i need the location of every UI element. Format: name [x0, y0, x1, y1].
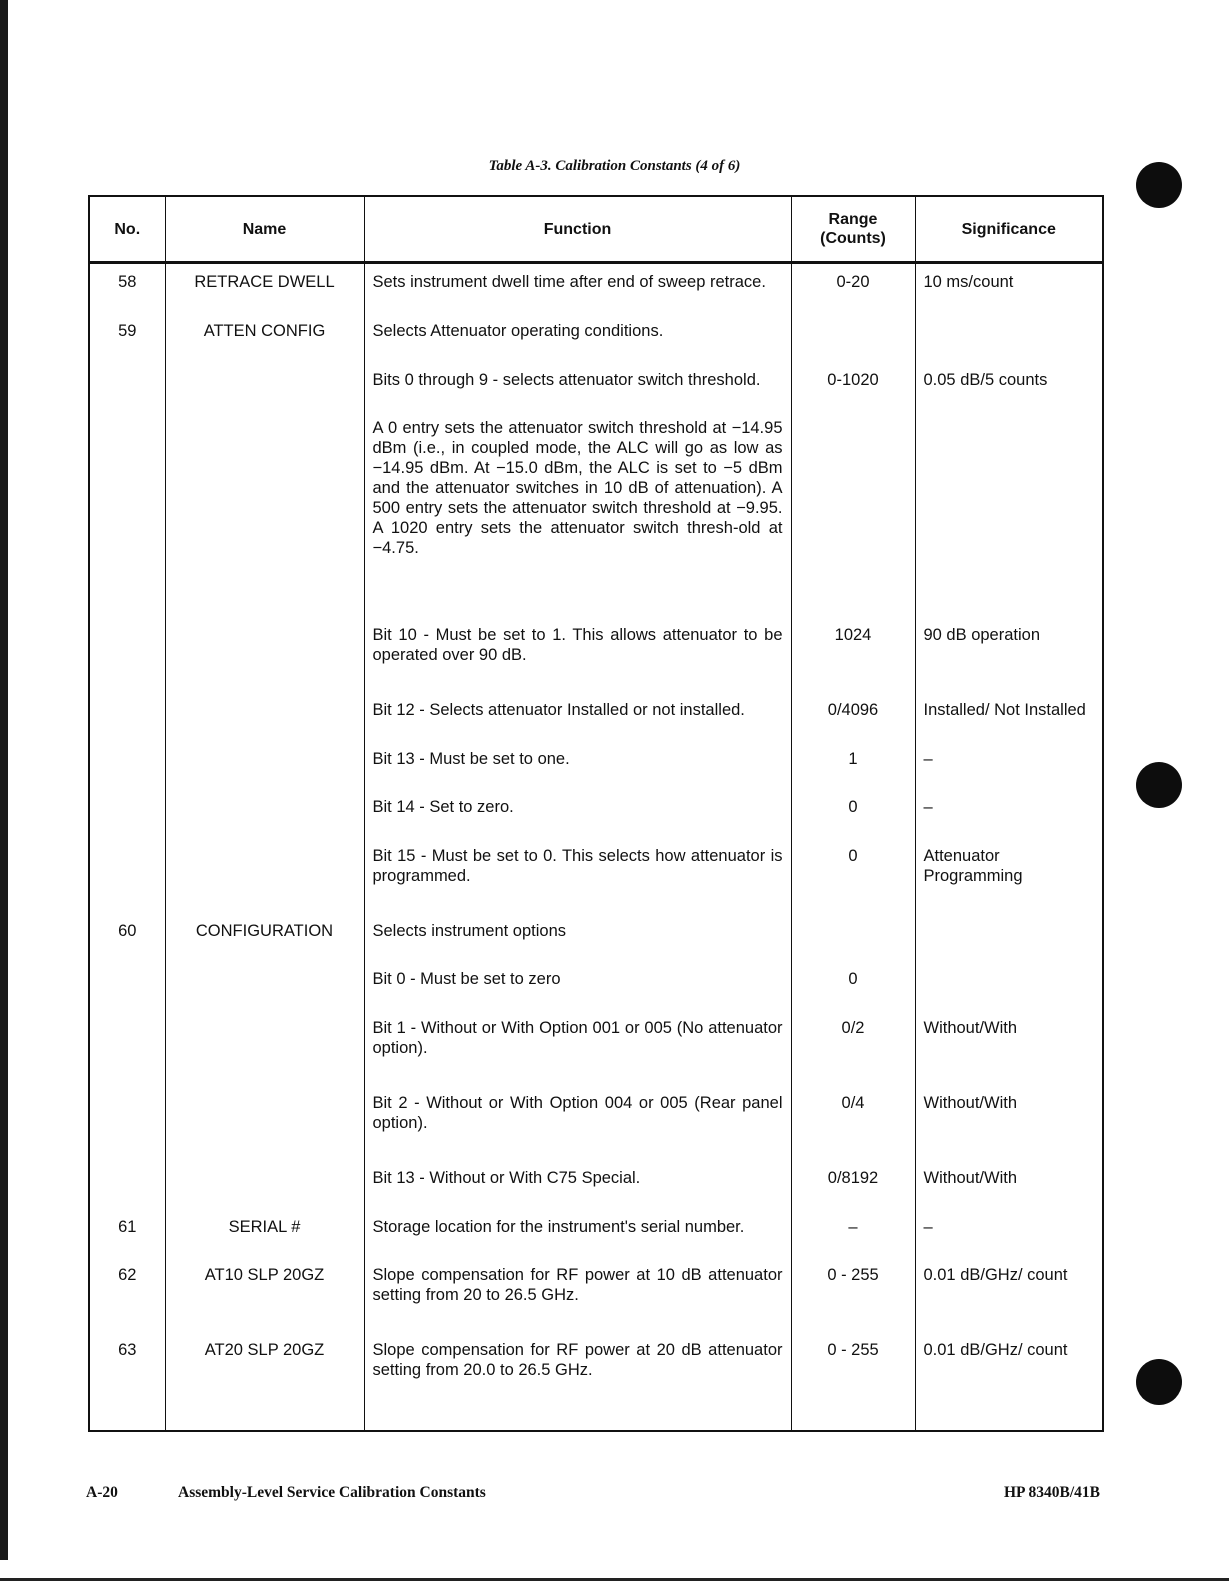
cell-no	[89, 961, 165, 1010]
cell-no	[89, 1085, 165, 1160]
header-significance: Significance	[915, 196, 1103, 263]
cell-function: Bit 14 - Set to zero.	[364, 789, 791, 838]
cell-significance	[915, 961, 1103, 1010]
cell-range: 0	[791, 789, 915, 838]
cell-significance	[915, 313, 1103, 362]
cell-name	[165, 692, 364, 741]
table-row	[89, 1010, 1103, 1085]
cell-no: 59	[89, 313, 165, 362]
filler-cell	[915, 1407, 1103, 1431]
cell-significance: –	[915, 741, 1103, 790]
cell-no	[89, 1010, 165, 1085]
cell-significance	[915, 410, 1103, 616]
cell-significance: 0.01 dB/GHz/ count	[915, 1332, 1103, 1407]
cell-significance: Installed/ Not Installed	[915, 692, 1103, 741]
cell-function: Bit 12 - Selects attenuator Installed or not installed.	[364, 692, 791, 741]
cell-range: 0/4	[791, 1085, 915, 1160]
header-range-line1: Range	[828, 211, 878, 228]
cell-significance: 10 ms/count	[915, 263, 1103, 314]
header-range-line2: (Counts)	[820, 230, 886, 247]
header-function: Function	[364, 196, 791, 263]
cell-function: A 0 entry sets the attenuator switch threshold at −14.95 dBm (i.e., in coupled mode, the ALC will go as low as −14.95 dBm. At −15.0 dBm, the ALC is set to −5 dBm and the attenuator switches in 10 dB of attenuation). A 500 entry sets the attenuator switch threshold at −9.95. A 1020 entry sets the attenuator switch thresh-old at −4.75.	[364, 410, 791, 616]
table-row	[89, 789, 1103, 838]
table-filler-row	[89, 1407, 1103, 1431]
cell-name: AT20 SLP 20GZ	[165, 1332, 364, 1407]
cell-range: 0	[791, 838, 915, 913]
cell-function: Bits 0 through 9 - selects attenuator switch threshold.	[364, 362, 791, 411]
cell-no: 62	[89, 1257, 165, 1332]
bottom-rule	[0, 1578, 1229, 1581]
filler-cell	[364, 1407, 791, 1431]
table-row	[89, 313, 1103, 362]
cell-function: Slope compensation for RF power at 10 dB attenuator setting from 20 to 26.5 GHz.	[364, 1257, 791, 1332]
cell-range	[791, 410, 915, 616]
table-caption: Table A-3. Calibration Constants (4 of 6)	[488, 158, 741, 174]
cell-name	[165, 789, 364, 838]
footer-page-number: A-20	[86, 1484, 118, 1501]
cell-no	[89, 362, 165, 411]
cell-name: AT10 SLP 20GZ	[165, 1257, 364, 1332]
cell-significance: Without/With	[915, 1160, 1103, 1209]
cell-function: Bit 0 - Must be set to zero	[364, 961, 791, 1010]
footer-section-title: Assembly-Level Service Calibration Constants	[178, 1484, 486, 1501]
cell-range: 0/2	[791, 1010, 915, 1085]
cell-significance: 0.05 dB/5 counts	[915, 362, 1103, 411]
table-row	[89, 913, 1103, 962]
cell-function: Selects instrument options	[364, 913, 791, 962]
table-row	[89, 263, 1103, 314]
cell-range: 0-1020	[791, 362, 915, 411]
filler-cell	[165, 1407, 364, 1431]
cell-range: 0/4096	[791, 692, 915, 741]
cell-range: 0-20	[791, 263, 915, 314]
cell-no	[89, 617, 165, 692]
cell-range: 1024	[791, 617, 915, 692]
cell-name	[165, 617, 364, 692]
table-row	[89, 1257, 1103, 1332]
cell-significance: Without/With	[915, 1085, 1103, 1160]
cell-function: Storage location for the instrument's serial number.	[364, 1209, 791, 1258]
table-row	[89, 410, 1103, 616]
table-row	[89, 1160, 1103, 1209]
header-name: Name	[165, 196, 364, 263]
table-row	[89, 617, 1103, 692]
cell-function: Slope compensation for RF power at 20 dB attenuator setting from 20.0 to 26.5 GHz.	[364, 1332, 791, 1407]
table-row	[89, 1332, 1103, 1407]
cell-name	[165, 1160, 364, 1209]
cell-name	[165, 362, 364, 411]
table-row	[89, 1209, 1103, 1258]
cell-name	[165, 741, 364, 790]
cell-function: Bit 2 - Without or With Option 004 or 005 (Rear panel option).	[364, 1085, 791, 1160]
cell-name	[165, 1085, 364, 1160]
header-no: No.	[89, 196, 165, 263]
cell-no	[89, 410, 165, 616]
cell-no: 60	[89, 913, 165, 962]
cell-range: –	[791, 1209, 915, 1258]
cell-range	[791, 313, 915, 362]
cell-no	[89, 741, 165, 790]
cell-no	[89, 789, 165, 838]
cell-no	[89, 1160, 165, 1209]
cell-name	[165, 838, 364, 913]
table-row	[89, 961, 1103, 1010]
cell-name: CONFIGURATION	[165, 913, 364, 962]
cell-function: Selects Attenuator operating conditions.	[364, 313, 791, 362]
cell-significance: 90 dB operation	[915, 617, 1103, 692]
cell-function: Bit 1 - Without or With Option 001 or 005 (No attenuator option).	[364, 1010, 791, 1085]
cell-function: Bit 13 - Without or With C75 Special.	[364, 1160, 791, 1209]
cell-range	[791, 913, 915, 962]
calibration-constants-table	[88, 195, 1104, 1432]
filler-cell	[791, 1407, 915, 1431]
table-row	[89, 838, 1103, 913]
cell-significance	[915, 913, 1103, 962]
cell-function: Bit 10 - Must be set to 1. This allows attenuator to be operated over 90 dB.	[364, 617, 791, 692]
cell-name	[165, 410, 364, 616]
cell-name	[165, 961, 364, 1010]
header-row	[89, 196, 1103, 263]
binder-hole-bottom	[1136, 1359, 1182, 1405]
cell-no	[89, 692, 165, 741]
cell-function: Sets instrument dwell time after end of sweep retrace.	[364, 263, 791, 314]
cell-name: SERIAL #	[165, 1209, 364, 1258]
cell-no: 61	[89, 1209, 165, 1258]
filler-cell	[89, 1407, 165, 1431]
table-row	[89, 741, 1103, 790]
cell-no: 63	[89, 1332, 165, 1407]
cell-significance: –	[915, 1209, 1103, 1258]
cell-name	[165, 1010, 364, 1085]
cell-function: Bit 13 - Must be set to one.	[364, 741, 791, 790]
cell-range: 0 - 255	[791, 1257, 915, 1332]
cell-function: Bit 15 - Must be set to 0. This selects how attenuator is programmed.	[364, 838, 791, 913]
cell-range: 0 - 255	[791, 1332, 915, 1407]
cell-range: 0	[791, 961, 915, 1010]
cell-significance: Without/With	[915, 1010, 1103, 1085]
table-row	[89, 692, 1103, 741]
scan-edge-bar	[0, 0, 8, 1560]
cell-significance: –	[915, 789, 1103, 838]
header-range	[791, 196, 915, 263]
table-row	[89, 1085, 1103, 1160]
cell-name: ATTEN CONFIG	[165, 313, 364, 362]
cell-name: RETRACE DWELL	[165, 263, 364, 314]
cell-range: 0/8192	[791, 1160, 915, 1209]
cell-no: 58	[89, 263, 165, 314]
cell-significance: Attenuator Programming	[915, 838, 1103, 913]
table-row	[89, 362, 1103, 411]
cell-significance: 0.01 dB/GHz/ count	[915, 1257, 1103, 1332]
cell-range: 1	[791, 741, 915, 790]
binder-hole-middle	[1136, 762, 1182, 808]
cell-no	[89, 838, 165, 913]
footer-model: HP 8340B/41B	[1003, 1484, 1100, 1501]
